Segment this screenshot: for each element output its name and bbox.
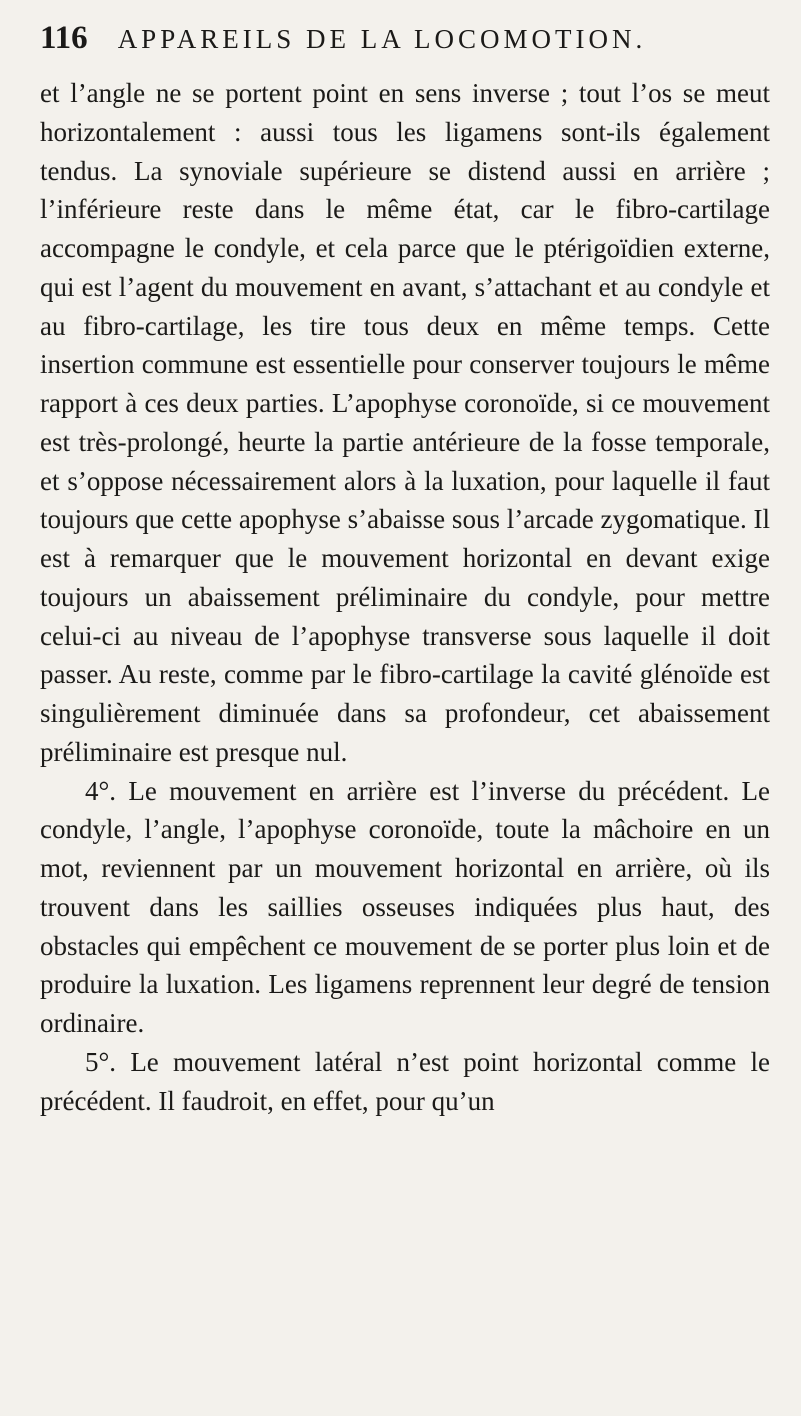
paragraph-section-5: 5°. Le mouvement latéral n’est point horizontal comme le précédent. Il faudroit, en effet, pour qu’un (40, 1046, 770, 1116)
running-head: APPAREILS DE LA LOCOMOTION. (117, 24, 647, 54)
paragraph-continuation: et l’angle ne se portent point en sens inverse ; tout l’os se meut horizontalement : aussi tous les ligamens sont-ils également tendus. La synoviale supérieure se distend aussi en arrière ; l’inférieure reste dans le même état, car le fibro-cartilage accompagne le condyle, et cela parce que le ptérigoïdien externe, qui est l’agent du mouvement en avant, s’attachant et au condyle et au fibro-cartilage, les tire tous deux en même temps. Cette insertion commune est essentielle pour conserver toujours le même rapport à ces deux parties. L’apophyse coronoïde, si ce mouvement est très-prolongé, heurte la partie antérieure de la fosse temporale, et s’oppose nécessairement alors à la luxation, pour laquelle il faut toujours que cette apophyse s’abaisse sous l’arcade zygomatique. Il est à remarquer que le mouvement horizontal en devant exige toujours un abaissement préliminaire du condyle, pour mettre celui-ci au niveau de l’apophyse transverse sous laquelle il doit passer. Au reste, comme par le fibro-cartilage la cavité glénoïde est singulièrement diminuée dans sa profondeur, cet abaissement préliminaire est presque nul. (40, 78, 770, 767)
page-number: 116 (40, 20, 88, 56)
body-text (40, 74, 770, 1120)
paragraph-section-4: 4°. Le mouvement en arrière est l’inverse du précédent. Le condyle, l’angle, l’apophyse coronoïde, toute la mâchoire en un mot, reviennent par un mouvement horizontal en arrière, où ils trouvent dans les saillies osseuses indiquées plus haut, des obstacles qui empêchent ce mouvement de se porter plus loin et de produire la luxation. Les ligamens reprennent leur degré de tension ordinaire. (40, 775, 770, 1038)
page-header (40, 20, 780, 68)
